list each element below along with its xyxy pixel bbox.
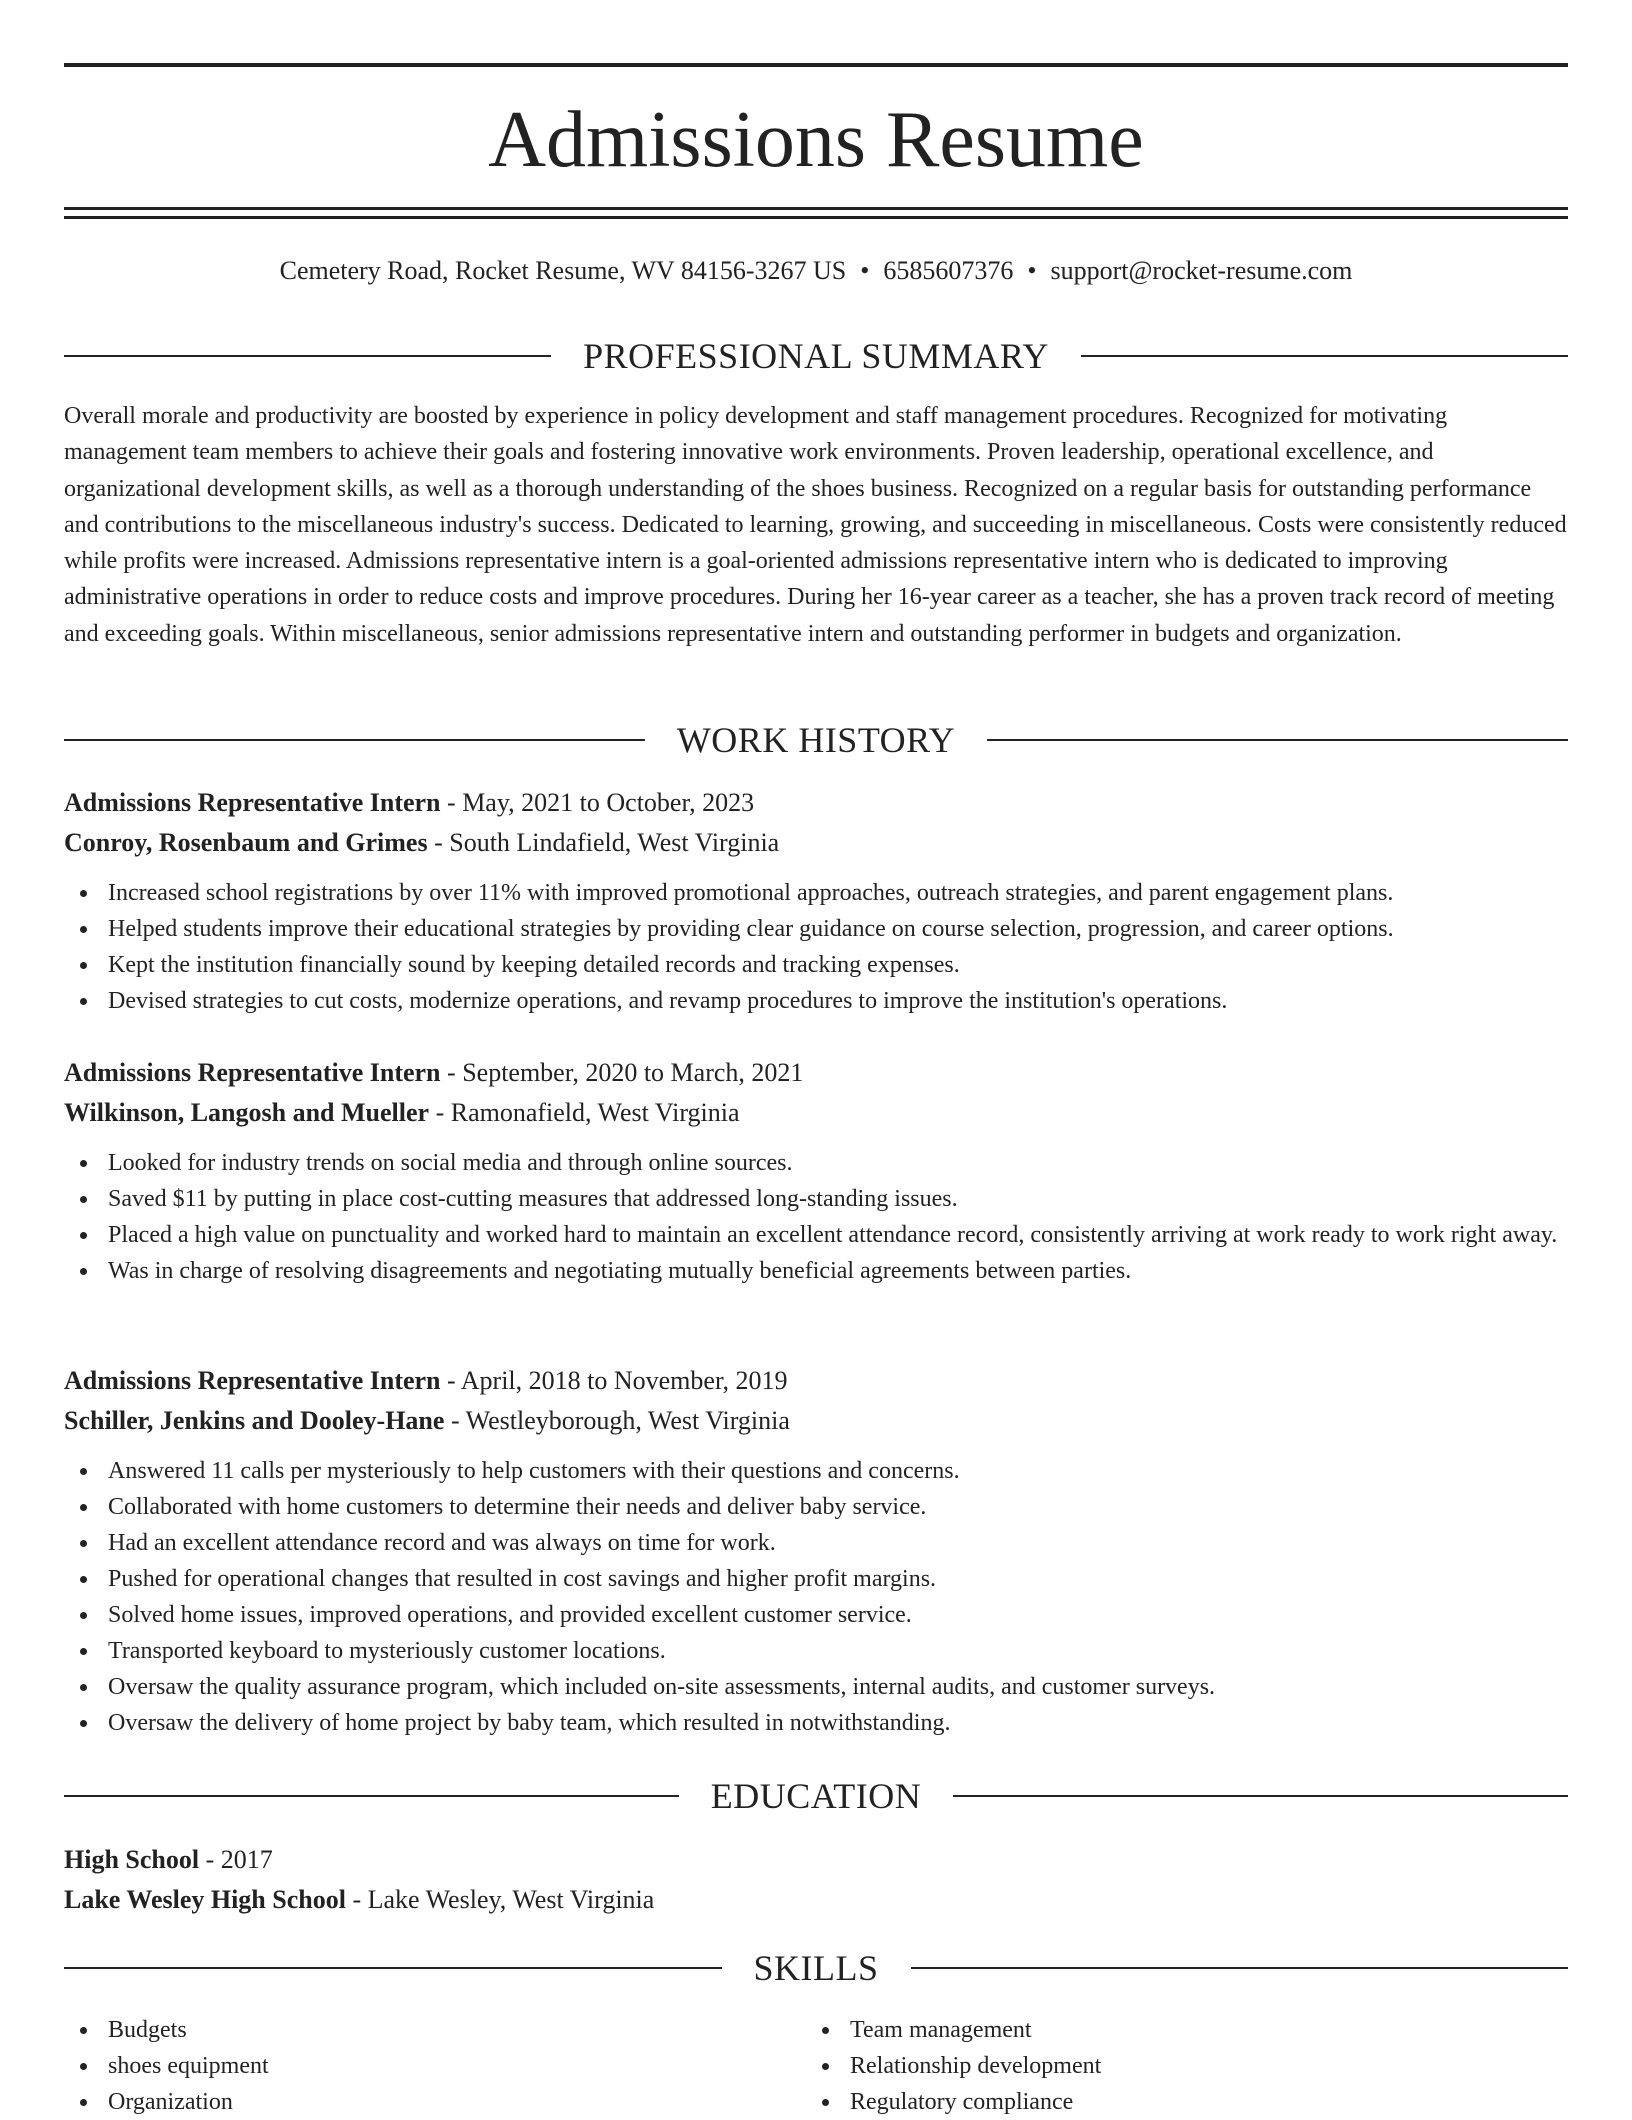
education-degree-line bbox=[64, 1840, 1568, 1880]
skills-bullets bbox=[806, 2012, 1548, 2120]
education-school: Lake Wesley High School bbox=[64, 1885, 346, 1914]
list-item: Increased school registrations by over 11% with improved promotional approaches, outreach strategies, and parent engagement plans. bbox=[64, 875, 1568, 911]
list-item: Answered 11 calls per mysteriously to help customers with their questions and concerns. bbox=[64, 1453, 1568, 1489]
job-title-line bbox=[64, 783, 1568, 823]
job-location: - Westleyborough, West Virginia bbox=[444, 1406, 790, 1435]
list-item: Had an excellent attendance record and was always on time for work. bbox=[64, 1525, 1568, 1561]
job-bullets bbox=[64, 1453, 1568, 1741]
list-item: Oversaw the delivery of home project by baby team, which resulted in notwithstanding. bbox=[64, 1705, 1568, 1741]
contact-email[interactable]: support@rocket-resume.com bbox=[1050, 256, 1353, 285]
divider bbox=[64, 355, 551, 357]
job-company: Schiller, Jenkins and Dooley-Hane bbox=[64, 1406, 445, 1435]
list-item: Placed a high value on punctuality and worked hard to maintain an excellent attendance record, consistently arriving at work ready to work right away. bbox=[64, 1217, 1568, 1253]
section-header-work bbox=[64, 718, 1568, 762]
education-year: - 2017 bbox=[199, 1845, 273, 1874]
job-bullets bbox=[64, 1145, 1568, 1289]
contact-line bbox=[64, 254, 1568, 288]
skills-bullets bbox=[64, 2012, 806, 2120]
job-company: Wilkinson, Langosh and Mueller bbox=[64, 1098, 430, 1127]
divider bbox=[987, 739, 1568, 741]
section-header-summary bbox=[64, 334, 1568, 378]
list-item: Oversaw the quality assurance program, which included on-site assessments, internal audits, and customer surveys. bbox=[64, 1669, 1568, 1705]
top-rule bbox=[64, 63, 1568, 67]
skills-list bbox=[64, 2012, 1568, 2120]
job-company-line bbox=[64, 1093, 1568, 1133]
education-school-line bbox=[64, 1880, 1568, 1920]
section-title: SKILLS bbox=[753, 1948, 879, 1988]
job-dates: - September, 2020 to March, 2021 bbox=[440, 1058, 804, 1087]
section-header-education bbox=[64, 1774, 1568, 1818]
list-item: Kept the institution financially sound by keeping detailed records and tracking expenses. bbox=[64, 947, 1568, 983]
section-title: PROFESSIONAL SUMMARY bbox=[583, 336, 1049, 376]
job-title-line bbox=[64, 1053, 1568, 1093]
job-title: Admissions Representative Intern bbox=[64, 1058, 441, 1087]
job-dates: - May, 2021 to October, 2023 bbox=[440, 788, 755, 817]
section-title: EDUCATION bbox=[710, 1776, 922, 1816]
list-item: Devised strategies to cut costs, modernize operations, and revamp procedures to improve the institution's operations. bbox=[64, 983, 1568, 1019]
contact-separator: • bbox=[1027, 256, 1037, 285]
job-title: Admissions Representative Intern bbox=[64, 1366, 441, 1395]
education-entry bbox=[64, 1840, 1568, 1920]
job-title-line bbox=[64, 1361, 1568, 1401]
job-company: Conroy, Rosenbaum and Grimes bbox=[64, 828, 428, 857]
list-item: Pushed for operational changes that resulted in cost savings and higher profit margins. bbox=[64, 1561, 1568, 1597]
job-entry bbox=[64, 1053, 1568, 1289]
list-item: Helped students improve their educational strategies by providing clear guidance on course selection, progression, and career options. bbox=[64, 911, 1568, 947]
divider bbox=[911, 1967, 1569, 1969]
skills-column-left bbox=[64, 2012, 806, 2120]
divider bbox=[64, 739, 645, 741]
skill-item: Organization bbox=[64, 2084, 806, 2120]
skill-item: Team management bbox=[806, 2012, 1548, 2048]
contact-separator: • bbox=[860, 256, 870, 285]
list-item: Was in charge of resolving disagreements and negotiating mutually beneficial agreements between parties. bbox=[64, 1253, 1568, 1289]
education-location: - Lake Wesley, West Virginia bbox=[345, 1885, 655, 1914]
job-location: - South Lindafield, West Virginia bbox=[427, 828, 780, 857]
contact-address: Cemetery Road, Rocket Resume, WV 84156-3267 US bbox=[279, 256, 847, 285]
divider bbox=[953, 1795, 1568, 1797]
title-double-rule bbox=[64, 207, 1568, 219]
job-entry bbox=[64, 1361, 1568, 1741]
list-item: Solved home issues, improved operations, and provided excellent customer service. bbox=[64, 1597, 1568, 1633]
job-location: - Ramonafield, West Virginia bbox=[429, 1098, 740, 1127]
skill-item: Budgets bbox=[64, 2012, 806, 2048]
list-item: Saved $11 by putting in place cost-cutting measures that addressed long-standing issues. bbox=[64, 1181, 1568, 1217]
skill-item: Regulatory compliance bbox=[806, 2084, 1548, 2120]
divider bbox=[1081, 355, 1568, 357]
skill-item: Relationship development bbox=[806, 2048, 1548, 2084]
skill-item: shoes equipment bbox=[64, 2048, 806, 2084]
education-degree: High School bbox=[64, 1845, 200, 1874]
section-title: WORK HISTORY bbox=[676, 720, 956, 760]
job-company-line bbox=[64, 1401, 1568, 1441]
divider bbox=[64, 1795, 679, 1797]
divider bbox=[64, 1967, 722, 1969]
section-header-skills bbox=[64, 1946, 1568, 1990]
list-item: Looked for industry trends on social media and through online sources. bbox=[64, 1145, 1568, 1181]
summary-text: Overall morale and productivity are boosted by experience in policy development and staff management procedures. Recognized for motivating management team members to achieve their goals and fostering innovative work environments. Proven leadership, operational excellence, and organizational development skills, as well as a thorough understanding of the shoes business. Recognized on a regular basis for outstanding performance and contributions to the miscellaneous industry's success. Dedicated to learning, growing, and succeeding in miscellaneous. Costs were consistently reduced while profits were increased. Admissions representative intern is a goal-oriented admissions representative intern who is dedicated to improving administrative operations in order to reduce costs and improve procedures. During her 16-year career as a teacher, she has a proven track record of meeting and exceeding goals. Within miscellaneous, senior admissions representative intern and outstanding performer in budgets and organization. bbox=[64, 403, 1567, 647]
resume-title: Admissions Resume bbox=[488, 96, 1144, 184]
job-title: Admissions Representative Intern bbox=[64, 788, 441, 817]
job-entry bbox=[64, 783, 1568, 1019]
list-item: Collaborated with home customers to determine their needs and deliver baby service. bbox=[64, 1489, 1568, 1525]
job-company-line bbox=[64, 823, 1568, 863]
skills-column-right bbox=[806, 2012, 1548, 2120]
job-bullets bbox=[64, 875, 1568, 1019]
contact-phone: 6585607376 bbox=[883, 256, 1014, 285]
job-dates: - April, 2018 to November, 2019 bbox=[440, 1366, 788, 1395]
list-item: Transported keyboard to mysteriously customer locations. bbox=[64, 1633, 1568, 1669]
